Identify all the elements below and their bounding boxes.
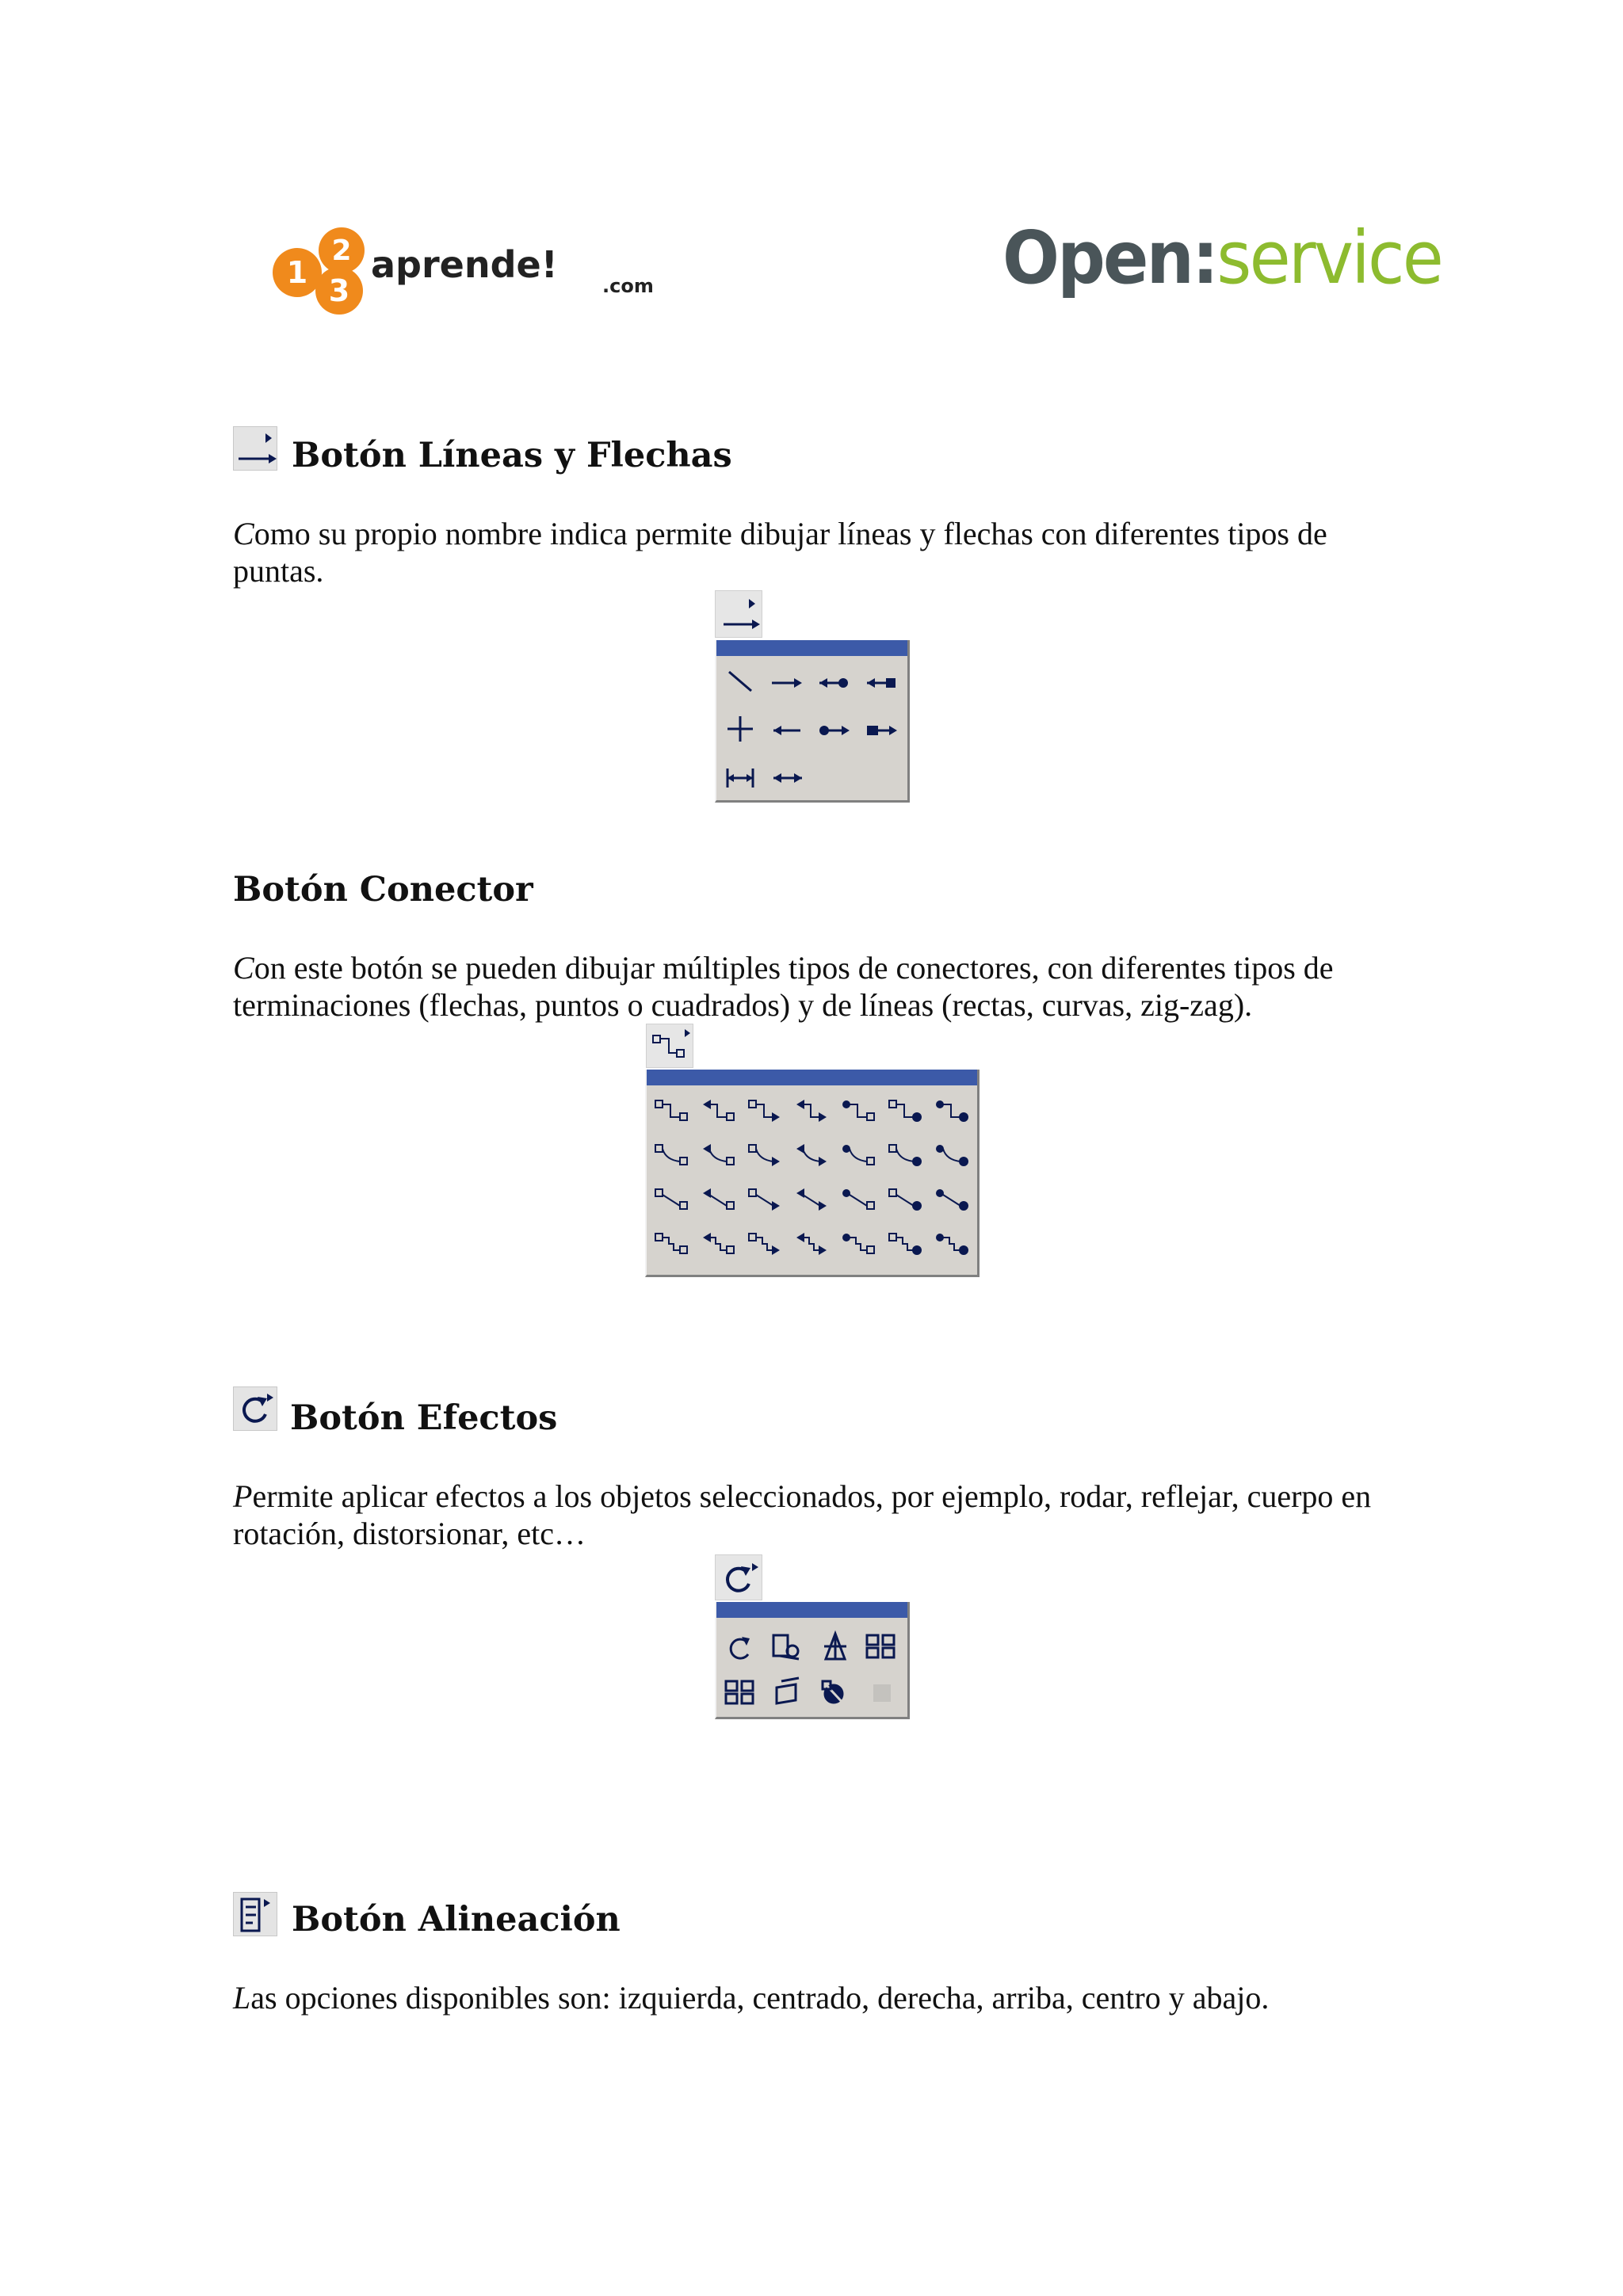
connector-option-icon[interactable]: [889, 1100, 922, 1122]
paragraph-text: ermite aplicar efectos a los objetos seleccionados, por ejemplo, rodar, reflejar, cuerpo en rotación, distorsionar, etc…: [233, 1478, 1372, 1551]
line-arrow-end-icon[interactable]: [772, 678, 802, 688]
set-in-circle-icon[interactable]: [777, 1678, 799, 1703]
lines-toolbar-button[interactable]: [715, 590, 762, 638]
initial-letter: P: [233, 1478, 253, 1514]
lines-palette: [715, 640, 910, 803]
connector-option-icon[interactable]: [749, 1145, 780, 1166]
effects-toolbar-button[interactable]: [715, 1554, 762, 1600]
section-text-connector: [233, 949, 1398, 1024]
initial-letter: L: [233, 1980, 251, 2016]
alignment-icon: [233, 1892, 277, 1936]
connector-grid: [647, 1070, 981, 1277]
section-text-effects: [233, 1478, 1398, 1552]
connector-option-icon[interactable]: [842, 1100, 874, 1120]
connector-option-icon[interactable]: [889, 1234, 922, 1255]
connector-option-icon[interactable]: [749, 1100, 780, 1122]
connector-option-icon[interactable]: [842, 1234, 874, 1253]
rotate-icon[interactable]: [731, 1637, 750, 1658]
connector-toolbar-button[interactable]: [646, 1024, 693, 1068]
logo-open-part: Open:: [1002, 215, 1217, 300]
logo-service-part: service: [1216, 215, 1442, 300]
connector-option-icon[interactable]: [655, 1100, 687, 1120]
connector-option-icon[interactable]: [703, 1233, 734, 1253]
initial-letter: C: [233, 950, 254, 986]
connector-option-icon[interactable]: [796, 1100, 827, 1122]
3d-rotation-icon[interactable]: [824, 1634, 846, 1659]
initial-letter: C: [233, 516, 254, 551]
section-text-lines: [233, 515, 1398, 589]
line-icon[interactable]: [729, 672, 751, 691]
logo-ball-3: 3: [315, 267, 363, 315]
paragraph-text: omo su propio nombre indica permite dibujar líneas y flechas con diferentes tipos de puntas.: [233, 516, 1327, 589]
effects-palette: [715, 1602, 910, 1719]
section-title-effects: Botón Efectos: [290, 1398, 558, 1438]
logo-ball-1: 1: [273, 248, 322, 297]
square-arrow-icon[interactable]: [867, 726, 897, 735]
mirror-icon[interactable]: [867, 1635, 894, 1657]
logo-word: aprende!: [371, 243, 558, 286]
connector-option-icon[interactable]: [749, 1189, 780, 1211]
connector-option-icon[interactable]: [703, 1144, 734, 1165]
double-arrow-icon[interactable]: [773, 773, 802, 783]
disabled-icon: [873, 1684, 891, 1702]
circle-arrow-icon[interactable]: [819, 726, 850, 735]
line-arrow-icon: [233, 426, 277, 471]
connector-option-icon[interactable]: [936, 1100, 968, 1122]
connector-option-icon[interactable]: [703, 1188, 734, 1209]
section-text-alignment: [233, 1979, 1398, 2016]
connector-option-icon[interactable]: [655, 1145, 687, 1165]
connector-option-icon[interactable]: [796, 1144, 827, 1166]
connector-option-icon[interactable]: [796, 1188, 827, 1211]
line-arrow-start-icon[interactable]: [773, 726, 800, 735]
dimension-line-icon[interactable]: [727, 769, 753, 788]
paragraph-text: as opciones disponibles son: izquierda, centrado, derecha, arriba, centro y abajo.: [250, 1980, 1270, 2016]
connector-option-icon[interactable]: [703, 1100, 734, 1120]
section-title-connector: Botón Conector: [233, 870, 533, 910]
distort-icon[interactable]: [726, 1681, 753, 1703]
section-title-alignment: Botón Alineación: [292, 1900, 621, 1939]
aprende-logo: [269, 226, 682, 313]
connector-option-icon[interactable]: [936, 1189, 968, 1211]
connector-option-icon[interactable]: [655, 1234, 687, 1253]
connector-option-icon[interactable]: [889, 1145, 922, 1166]
connector-option-icon[interactable]: [749, 1234, 780, 1255]
arrow-circle-icon[interactable]: [819, 678, 848, 688]
effects-rotate-icon: [233, 1386, 277, 1431]
connector-option-icon[interactable]: [842, 1189, 874, 1209]
connector-palette: [645, 1070, 980, 1277]
connector-option-icon[interactable]: [842, 1145, 874, 1165]
arrow-square-icon[interactable]: [867, 678, 896, 688]
connector-option-icon[interactable]: [655, 1189, 687, 1209]
connector-option-icon[interactable]: [936, 1145, 968, 1166]
transparency-icon[interactable]: [823, 1681, 845, 1705]
flip-icon[interactable]: [773, 1635, 799, 1659]
connector-option-icon[interactable]: [889, 1189, 922, 1211]
logo-suffix: .com: [602, 275, 654, 297]
paragraph-text: on este botón se pueden dibujar múltiples tipos de conectores, con diferentes tipos de terminaciones (flechas, puntos o cuadrados) y de líneas (rectas, curvas, zig-zag).: [233, 950, 1334, 1023]
dimension-cross-icon[interactable]: [727, 716, 753, 742]
connector-option-icon[interactable]: [936, 1234, 968, 1255]
section-title-lines: Botón Líneas y Flechas: [292, 436, 732, 475]
logo-ball-2: 2: [319, 227, 365, 273]
connector-option-icon[interactable]: [796, 1233, 827, 1255]
openservice-logo: [1002, 215, 1442, 300]
